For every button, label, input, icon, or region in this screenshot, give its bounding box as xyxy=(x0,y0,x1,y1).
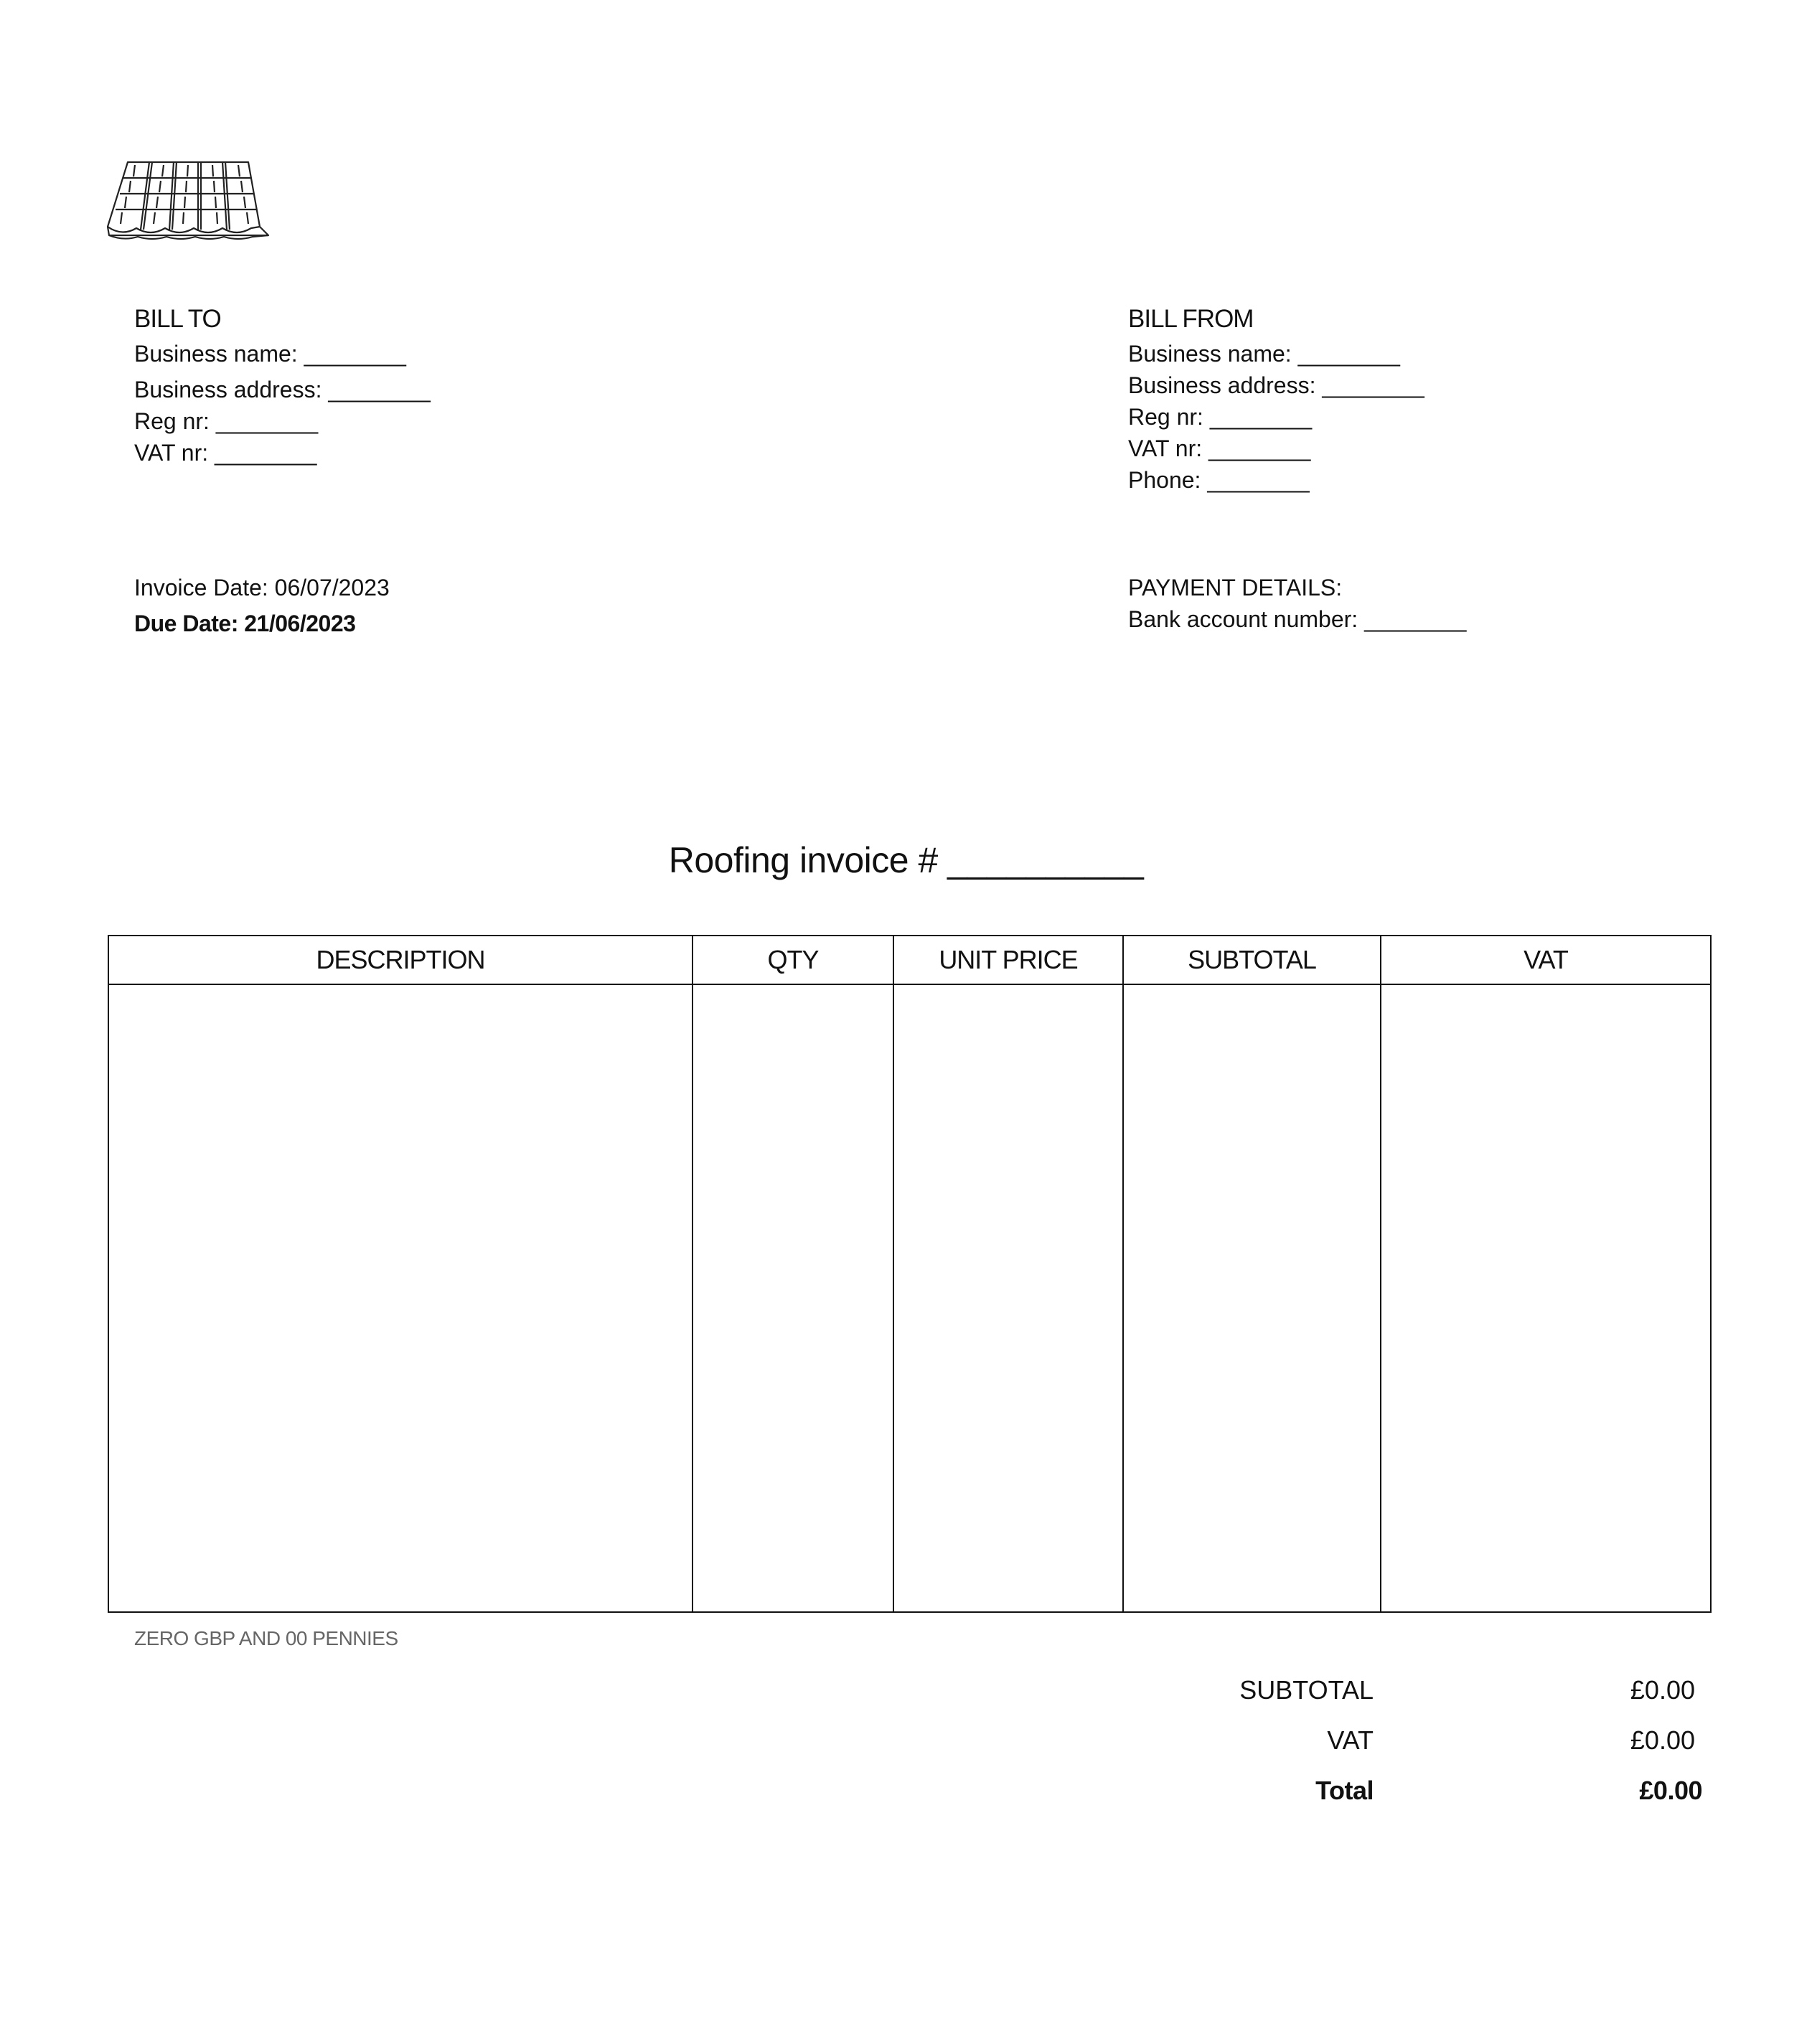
due-date: Due Date: 21/06/2023 xyxy=(134,611,356,636)
subtotal-row xyxy=(1119,1675,1708,1725)
line-items-table xyxy=(108,935,1712,1613)
bill-to-heading: BILL TO xyxy=(134,305,221,333)
column-header-description: DESCRIPTION xyxy=(108,936,693,984)
cell-unit-price xyxy=(893,984,1123,1612)
cell-description xyxy=(108,984,693,1612)
table-header-row xyxy=(108,936,1711,984)
bill-to-reg-nr: Reg nr: ________ xyxy=(134,408,319,434)
vat-row xyxy=(1119,1725,1708,1776)
bill-from-heading: BILL FROM xyxy=(1128,305,1254,333)
invoice-date: Invoice Date: 06/07/2023 xyxy=(134,575,390,601)
bill-to-section xyxy=(134,303,431,468)
bill-to-vat-nr: VAT nr: ________ xyxy=(134,440,317,466)
total-label: Total xyxy=(1315,1776,1374,1805)
cell-subtotal xyxy=(1123,984,1381,1612)
vat-value: £0.00 xyxy=(1630,1725,1695,1755)
subtotal-label: SUBTOTAL xyxy=(1239,1675,1374,1705)
column-header-qty: QTY xyxy=(693,936,893,984)
totals-section xyxy=(1119,1675,1708,1826)
bill-to-business-address: Business address: ________ xyxy=(134,377,431,402)
bill-from-section xyxy=(1128,303,1424,496)
column-header-unit-price: UNIT PRICE xyxy=(893,936,1123,984)
cell-qty xyxy=(693,984,893,1612)
invoice-dates xyxy=(134,572,390,639)
amount-in-words: ZERO GBP AND 00 PENNIES xyxy=(134,1627,398,1649)
bill-from-phone: Phone: ________ xyxy=(1128,467,1310,493)
roof-tiles-icon xyxy=(106,156,270,241)
column-header-subtotal: SUBTOTAL xyxy=(1123,936,1381,984)
bank-account-number: Bank account number: ________ xyxy=(1128,606,1467,632)
bill-from-reg-nr: Reg nr: ________ xyxy=(1128,404,1313,430)
payment-details-heading: PAYMENT DETAILS: xyxy=(1128,575,1343,601)
vat-label: VAT xyxy=(1327,1725,1374,1755)
invoice-title: Roofing invoice # __________ xyxy=(668,840,1144,880)
bill-from-business-name: Business name: ________ xyxy=(1128,341,1400,367)
total-row xyxy=(1119,1776,1708,1826)
bill-from-vat-nr: VAT nr: ________ xyxy=(1128,435,1311,461)
cell-vat xyxy=(1381,984,1711,1612)
column-header-vat: VAT xyxy=(1381,936,1711,984)
table-row xyxy=(108,984,1711,1612)
bill-from-business-address: Business address: ________ xyxy=(1128,372,1424,398)
total-value: £0.00 xyxy=(1639,1776,1702,1805)
payment-details xyxy=(1128,572,1466,635)
subtotal-value: £0.00 xyxy=(1630,1675,1695,1705)
bill-to-business-name: Business name: ________ xyxy=(134,341,406,367)
